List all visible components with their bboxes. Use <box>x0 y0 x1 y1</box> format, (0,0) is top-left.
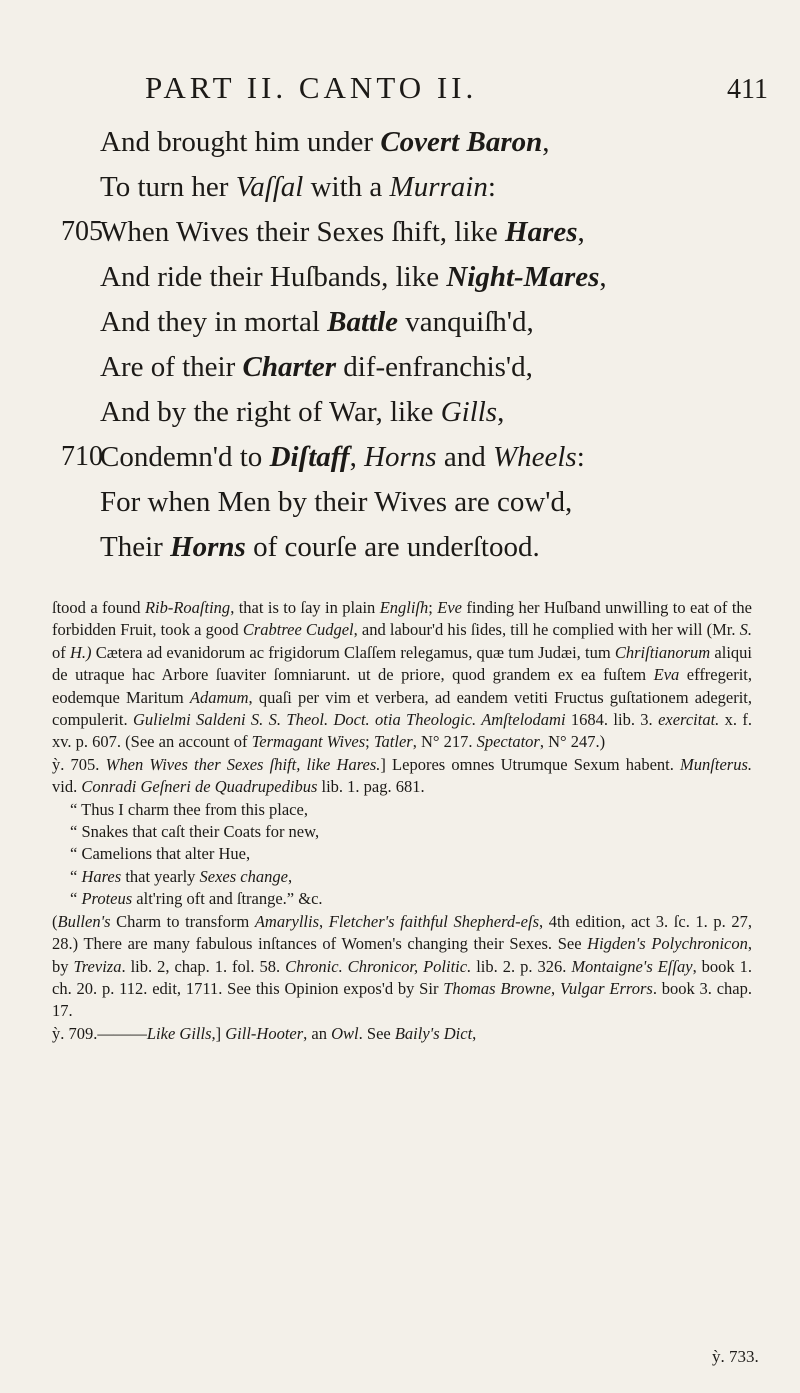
verse-segment: of courſe are underſtood. <box>245 531 540 563</box>
note-segment: . book 3. chap. 17. <box>52 978 753 1021</box>
note-segment: aliqui de utraque hac Arbore ſuaviter ſomniarunt. ut de priore, quod grandem ex ea fuſtem <box>52 642 752 685</box>
verse-segment: with a <box>303 171 390 203</box>
verse-segment: Are of their <box>100 351 243 383</box>
note-segment: ; <box>365 732 374 752</box>
note-segment: Rib-Roaſting <box>144 598 231 617</box>
note-segment: finding her Huſband unwilling to eat of the forbidden Fruit, took a good <box>52 598 752 640</box>
note-segment: . See <box>358 1023 395 1043</box>
note-segment: ( <box>52 911 58 931</box>
note-segment: lib. 2. p. 326. <box>471 956 572 976</box>
note-segment: Higden's Polychronicon <box>587 934 748 954</box>
verse-segment: To turn her <box>100 171 236 203</box>
verse-text <box>100 306 534 339</box>
verse-segment: Covert Baron <box>380 126 543 158</box>
note-segment: Gulielmi Saldeni S. S. Theol. Doct. otia Theologic. Amſtelodami <box>132 710 566 730</box>
note-segment: Like Gills, <box>146 1023 216 1043</box>
verse-segment: and <box>436 441 493 473</box>
note-segment: , <box>551 978 560 998</box>
verse-text <box>100 351 533 384</box>
verse-segment: , <box>542 126 550 158</box>
note-segment: vid. <box>52 777 82 797</box>
page-number: 411 <box>727 74 768 105</box>
note-segment: that yearly <box>121 866 200 886</box>
verse-text <box>100 261 607 294</box>
note-segment: Adamum <box>189 687 249 707</box>
verse-segment: When Wives their Sexes ſhift, like <box>100 216 506 248</box>
note-segment: , N° 247.) <box>539 732 606 752</box>
note-segment: , N° 217. <box>412 732 477 752</box>
note-segment: Tatler <box>373 732 413 752</box>
verse-line <box>0 437 800 482</box>
note-quote-line <box>52 821 752 843</box>
note-quote-line <box>52 866 752 888</box>
note-segment: effregerit, eodemque Maritum <box>52 665 752 707</box>
note-segment: , 4th edition, act 3. ſc. 1. p. 27, 28.) There are many fabulous inſtances of Women's changing their Sexes. See <box>52 911 752 954</box>
note-segment: Vulgar Errors <box>559 978 653 998</box>
verse-segment: : <box>576 441 585 473</box>
verse-segment: , <box>577 216 585 248</box>
note-segment: Bullen's <box>57 911 111 931</box>
note-segment: Montaigne's Eſſay <box>571 956 693 976</box>
verse-segment: Wheels <box>492 441 577 473</box>
note-segment: of <box>52 642 70 662</box>
note-segment: Cætera ad evanidorum ac frigidorum Claſſem relegamus, quæ tum Judæi, tum <box>91 642 615 662</box>
verse-text <box>100 216 585 249</box>
verse-line <box>0 257 800 302</box>
note-segment: Chriſtianorum <box>614 642 711 662</box>
note-segment: Sexes change <box>199 866 288 886</box>
verse-segment: For when Men by their Wives are cow'd, <box>100 486 573 518</box>
note-segment: Charm to transform <box>110 911 255 931</box>
catchword: ỳ. 733. <box>712 1347 759 1366</box>
note-segment: “ Camelions that alter Hue, <box>70 844 251 864</box>
verse-segment: Charter <box>242 351 337 383</box>
note-segment: Fletcher's faithful Shepherd-eſs <box>328 911 539 931</box>
verse-segment: , <box>599 261 607 293</box>
note-segment: “ Thus I charm thee from this place, <box>70 799 308 819</box>
verse-segment: And by the right of War, like <box>100 396 441 428</box>
verse-segment: vanquiſh'd, <box>398 306 534 338</box>
verse-segment: And they in mortal <box>100 306 328 338</box>
note-segment: ỳ. 709.——— <box>52 1023 147 1043</box>
note-paragraph <box>52 911 752 1023</box>
note-segment: x. f. xv. p. 607. (See an account of <box>52 710 753 752</box>
verse-segment: Horns <box>170 531 246 563</box>
verse-segment: , <box>497 396 505 428</box>
verse-segment: dif-enfranchis'd, <box>336 351 533 383</box>
note-segment: Eva <box>653 665 680 685</box>
note-quote-line <box>52 843 752 865</box>
note-segment: , book 1. ch. 20. p. 112. edit, 1711. See this Opinion expos'd by Sir <box>52 956 753 998</box>
verse-line <box>0 167 800 212</box>
note-segment: , <box>472 1023 477 1043</box>
note-segment: , that is to ſay in plain <box>230 598 380 617</box>
note-segment: “ <box>70 866 82 886</box>
note-segment: , an <box>303 1023 332 1043</box>
verse-text <box>100 126 550 159</box>
verse-line <box>0 482 800 527</box>
note-segment: Conradi Geſneri de Quadrupedibus <box>81 777 318 797</box>
verse-segment: Gills <box>440 396 498 428</box>
note-segment: “ <box>70 889 82 909</box>
verse-text <box>100 441 585 474</box>
verse-line <box>0 392 800 437</box>
verse-segment: And brought him under <box>100 126 381 158</box>
note-segment: Gill-Hooter <box>225 1023 304 1043</box>
note-segment: Hares <box>81 866 122 886</box>
verse-text <box>100 486 572 519</box>
running-title: PART II. CANTO II. <box>145 70 478 105</box>
note-segment: , quaſi per vim et verbera, ad eandem vetiti Fructus guſtationem adegerit, compulerit. <box>52 687 753 730</box>
note-segment: alt'ring oft and ſtrange.” &c. <box>132 889 323 909</box>
note-segment: Chronic. Chronicor, Politic. <box>285 956 472 976</box>
line-number: 710 <box>61 441 103 472</box>
verse-segment: Battle <box>327 306 399 338</box>
line-number: 705 <box>61 216 103 247</box>
verse-segment: Night-Mares <box>446 261 600 293</box>
note-segment: “ Snakes that caſt their Coats for new, <box>70 822 320 842</box>
note-segment: lib. 1. pag. 681. <box>317 777 425 797</box>
note-segment: ] Lepores omnes Utrumque Sexum habent. <box>380 754 681 774</box>
footnotes <box>52 597 752 1045</box>
verse-segment: Diſtaff <box>269 441 350 473</box>
note-segment: Engliſh <box>379 598 429 617</box>
note-segment: ; <box>428 598 438 617</box>
note-segment: Thomas Browne <box>443 978 552 998</box>
note-segment: Spectator <box>476 732 540 752</box>
note-segment: Treviza <box>73 956 122 976</box>
note-segment: Crabtree Cudgel <box>242 620 354 640</box>
verse-segment: Horns <box>364 441 437 473</box>
note-segment: , <box>319 911 329 931</box>
verse-block <box>0 122 800 572</box>
verse-segment: , <box>349 441 365 473</box>
note-segment: Termagant Wives <box>251 732 366 752</box>
note-segment: Owl <box>331 1023 359 1043</box>
verse-segment: Vaſſal <box>235 171 304 203</box>
note-quote-line <box>52 799 752 821</box>
verse-line <box>0 212 800 257</box>
verse-text <box>100 531 540 564</box>
verse-text <box>100 171 496 204</box>
verse-segment: And ride their Huſbands, like <box>100 261 447 293</box>
running-head <box>0 70 800 110</box>
note-segment: S. <box>739 620 752 640</box>
note-segment: , <box>287 866 293 886</box>
note-segment: ỳ. 705. <box>52 754 106 774</box>
verse-line <box>0 302 800 347</box>
note-segment: 1684. lib. 3. <box>565 710 659 730</box>
verse-segment: Hares <box>505 216 578 248</box>
note-segment: Proteus <box>81 889 133 909</box>
note-segment: Eve <box>437 598 462 617</box>
verse-segment: Condemn'd to <box>100 441 270 473</box>
note-paragraph <box>52 1023 752 1045</box>
verse-segment: Murrain <box>389 171 488 203</box>
note-segment: Munſterus. <box>680 754 752 774</box>
verse-text <box>100 396 504 429</box>
note-segment: ] <box>215 1023 226 1043</box>
verse-segment: Their <box>100 531 171 563</box>
verse-line <box>0 527 800 572</box>
note-segment: , and labour'd his ſides, till he complied with her will (Mr. <box>353 620 740 640</box>
note-segment: H.) <box>69 642 92 662</box>
note-paragraph <box>52 597 752 754</box>
note-segment: , by <box>52 934 752 976</box>
note-paragraph <box>52 754 752 799</box>
note-segment: When Wives ther Sexes ſhift, like Hares. <box>105 754 381 774</box>
verse-line <box>0 122 800 167</box>
note-segment: Amaryllis <box>254 911 320 931</box>
note-quote-line <box>52 888 752 910</box>
note-segment: exercitat. <box>658 710 720 730</box>
note-segment: ſtood a found <box>52 598 145 617</box>
note-segment: . lib. 2, chap. 1. fol. 58. <box>121 956 286 976</box>
verse-line <box>0 347 800 392</box>
verse-segment: : <box>487 171 496 203</box>
note-segment: Baily's Dict <box>394 1023 473 1043</box>
